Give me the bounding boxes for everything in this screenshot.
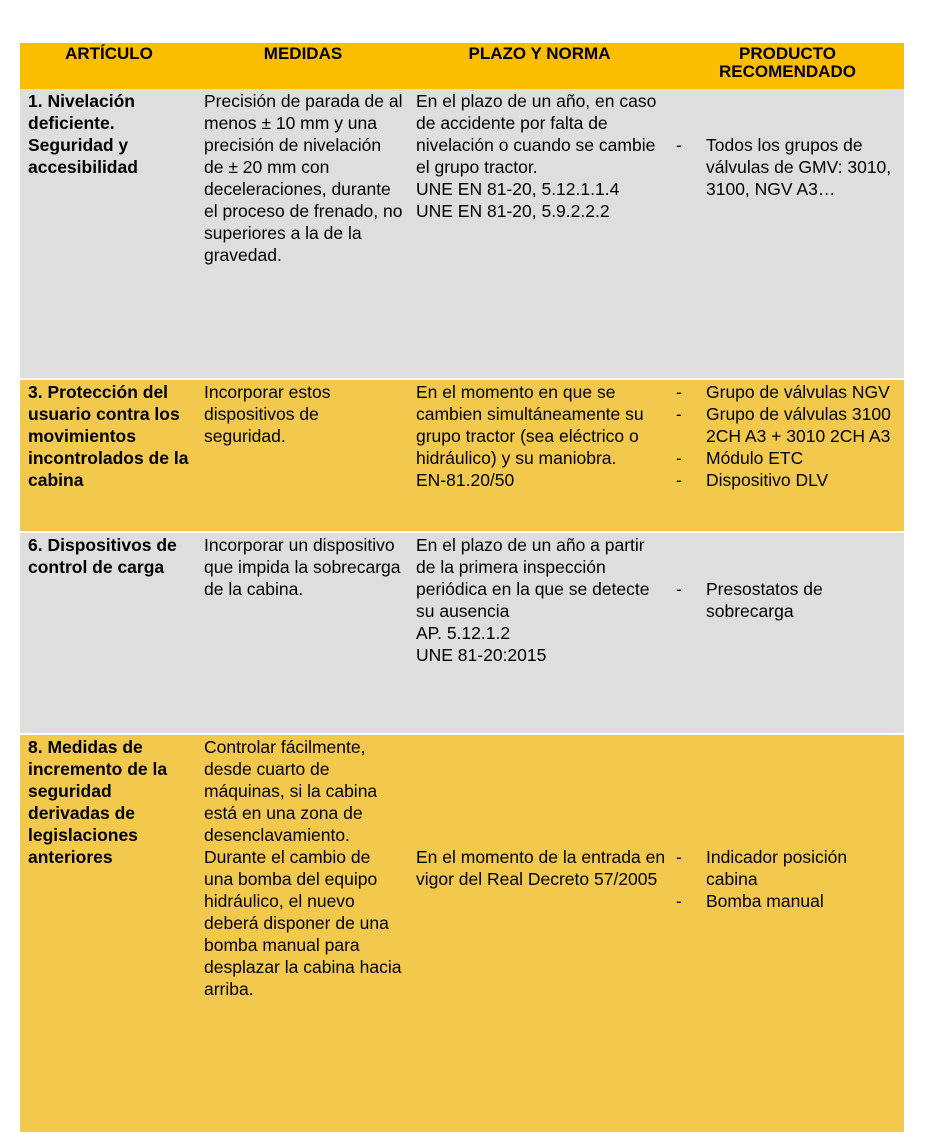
producto-cell bbox=[671, 532, 904, 734]
producto-cell bbox=[671, 734, 904, 1132]
table-row bbox=[20, 734, 904, 1132]
plazo-text: En el plazo de un año, en caso de accidente por falta de nivelación o cuando se cambie el grupo tractor. bbox=[416, 91, 657, 177]
plazo-cell bbox=[408, 532, 671, 734]
medidas-cell: Incorporar estos dispositivos de seguridad. bbox=[198, 379, 408, 532]
list-item: - Bomba manual bbox=[676, 891, 824, 911]
articulo-cell: 8. Medidas de incremento de la seguridad derivadas de legislaciones anteriores bbox=[20, 734, 198, 1132]
medidas-cell: Precisión de parada de al menos ± 10 mm y una precisión de nivelación de ± 20 mm con deceleraciones, durante el proceso de frenado, no superiores a la de la gravedad. bbox=[198, 89, 408, 379]
table-row bbox=[20, 532, 904, 734]
plazo-text: En el momento de la entrada en vigor del Real Decreto 57/2005 bbox=[416, 847, 666, 889]
plazo-text: En el momento en que se cambien simultáneamente su grupo tractor (sea eléctrico o hidráulico) y su maniobra. bbox=[416, 382, 644, 468]
plazo-cell bbox=[408, 379, 671, 532]
regulation-table bbox=[20, 43, 904, 1132]
bullet: - bbox=[676, 470, 682, 490]
product-list bbox=[671, 578, 900, 622]
list-item: - Todos los grupos de válvulas de GMV: 3010, 3100, NGV A3… bbox=[676, 135, 892, 199]
producto-cell bbox=[671, 89, 904, 379]
articulo-cell: 1. Nivelación deficiente. Seguridad y accesibilidad bbox=[20, 89, 198, 379]
product-list bbox=[671, 381, 900, 491]
bullet: - bbox=[676, 847, 682, 867]
list-item: - Presostatos de sobrecarga bbox=[676, 579, 823, 621]
plazo-norma: AP. 5.12.1.2 bbox=[416, 623, 511, 643]
articulo-cell: 3. Protección del usuario contra los movimientos incontrolados de la cabina bbox=[20, 379, 198, 532]
product-list bbox=[671, 134, 900, 200]
header-medidas: MEDIDAS bbox=[198, 43, 408, 89]
list-item: - Indicador posición cabina bbox=[676, 847, 848, 889]
bullet: - bbox=[676, 404, 682, 424]
producto-cell bbox=[671, 379, 904, 532]
header-producto: PRODUCTO RECOMENDADO bbox=[671, 43, 904, 89]
list-item: - Grupo de válvulas 3100 2CH A3 + 3010 2CH A3 bbox=[676, 404, 891, 446]
plazo-cell bbox=[408, 734, 671, 1132]
bullet: - bbox=[676, 448, 682, 468]
plazo-norma: UNE 81-20:2015 bbox=[416, 645, 547, 665]
product-list bbox=[671, 846, 900, 912]
medidas-cell: Incorporar un dispositivo que impida la sobrecarga de la cabina. bbox=[198, 532, 408, 734]
plazo-cell bbox=[408, 89, 671, 379]
header-articulo: ARTÍCULO bbox=[20, 43, 198, 89]
plazo-norma: EN-81.20/50 bbox=[416, 470, 515, 490]
plazo-text: En el plazo de un año a partir de la primera inspección periódica en la que se detecte su ausencia bbox=[416, 535, 650, 621]
bullet: - bbox=[676, 382, 682, 402]
header-row bbox=[20, 43, 904, 89]
bullet: - bbox=[676, 135, 682, 155]
articulo-cell: 6. Dispositivos de control de carga bbox=[20, 532, 198, 734]
plazo-norma: UNE EN 81-20, 5.9.2.2.2 bbox=[416, 201, 610, 221]
list-item: - Dispositivo DLV bbox=[676, 470, 829, 490]
bullet: - bbox=[676, 579, 682, 599]
medidas-cell: Controlar fácilmente, desde cuarto de máquinas, si la cabina está en una zona de desenclavamiento. Durante el cambio de una bomba del equipo hidráulico, el nuevo deberá disponer de una bomba manual para desplazar la cabina hacia arriba. bbox=[198, 734, 408, 1132]
table-row bbox=[20, 89, 904, 379]
bullet: - bbox=[676, 891, 682, 911]
table-row bbox=[20, 379, 904, 532]
list-item: - Módulo ETC bbox=[676, 448, 804, 468]
list-item: - Grupo de válvulas NGV bbox=[676, 382, 890, 402]
header-plazo: PLAZO Y NORMA bbox=[408, 43, 671, 89]
plazo-norma: UNE EN 81-20, 5.12.1.1.4 bbox=[416, 179, 620, 199]
